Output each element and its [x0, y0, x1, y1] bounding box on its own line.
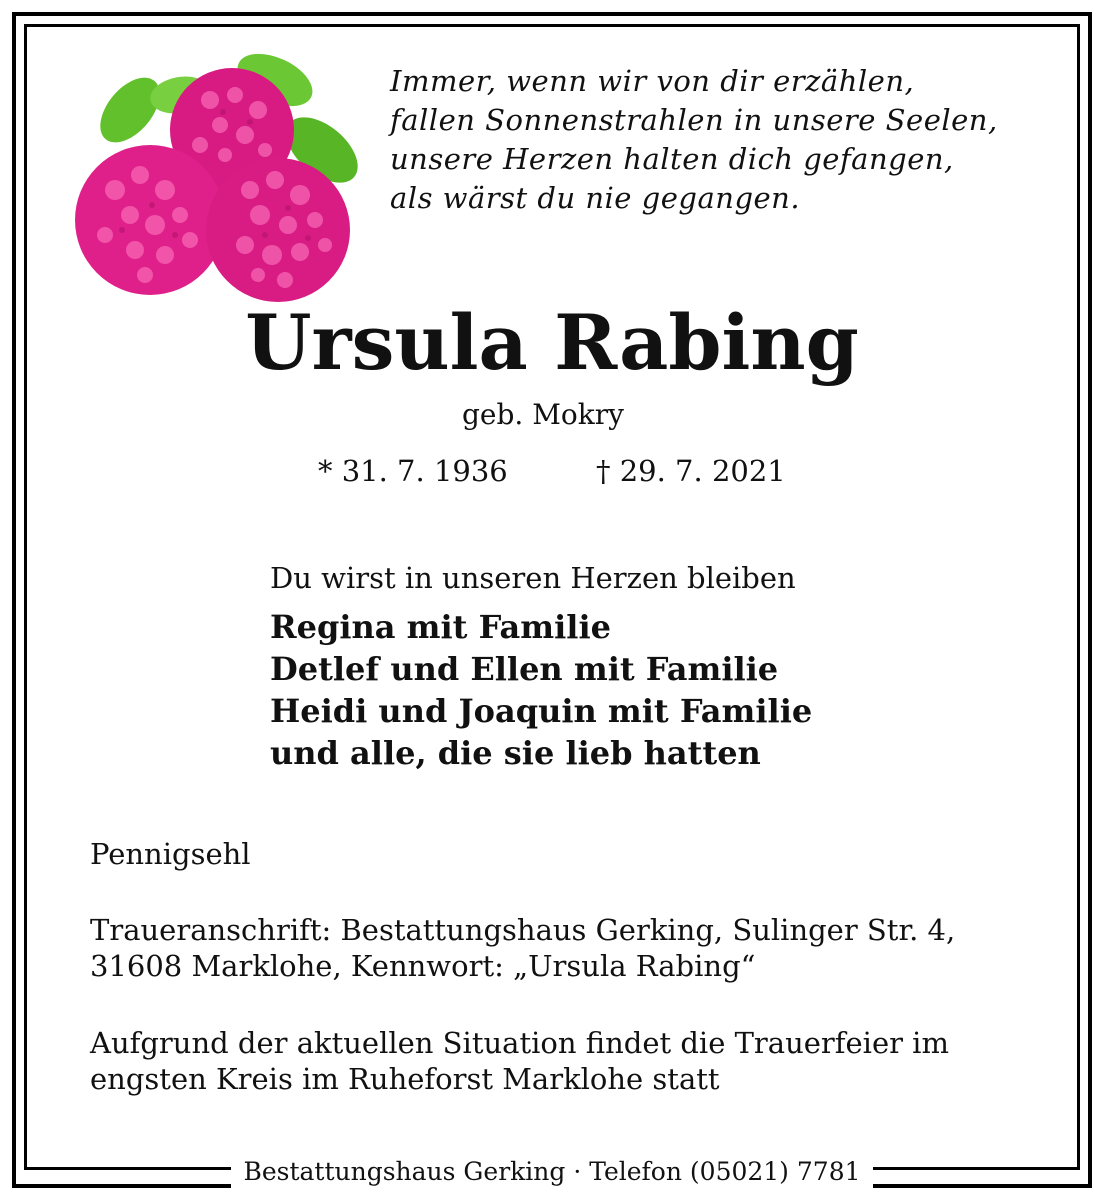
poem-line: als wärst du nie gegangen. — [390, 181, 801, 215]
poem-line: Immer, wenn wir von dir erzählen, — [390, 64, 915, 98]
deceased-name: Ursula Rabing — [245, 298, 859, 387]
funeral-notice — [90, 1025, 949, 1097]
hydrangea-flowers-image — [60, 40, 370, 310]
poem — [390, 62, 1070, 218]
mourning-address — [90, 912, 955, 984]
mourner-line: Detlef und Ellen mit Familie — [270, 650, 779, 688]
mourner-line: und alle, die sie lieb hatten — [270, 734, 761, 772]
birth-name: geb. Mokry — [462, 398, 624, 431]
death-date: † 29. 7. 2021 — [596, 454, 786, 488]
poem-line: fallen Sonnenstrahlen in unsere Seelen, — [390, 103, 998, 137]
notice-line: Aufgrund der aktuellen Situation findet die Trauerfeier im — [90, 1026, 949, 1060]
place: Pennigsehl — [90, 837, 251, 871]
mourners-intro: Du wirst in unseren Herzen bleiben — [270, 561, 796, 595]
notice-line: engsten Kreis im Ruheforst Marklohe statt — [90, 1062, 720, 1096]
birth-date: * 31. 7. 1936 — [318, 454, 508, 488]
mourners-list — [270, 606, 812, 774]
mourner-line: Regina mit Familie — [270, 608, 611, 646]
footer — [0, 1154, 1104, 1190]
address-line: 31608 Marklohe, Kennwort: „Ursula Rabing“ — [90, 949, 756, 983]
mourner-line: Heidi und Joaquin mit Familie — [270, 692, 813, 730]
address-line: Traueranschrift: Bestattungshaus Gerking, Sulinger Str. 4, — [90, 913, 956, 947]
footer-text: Bestattungshaus Gerking · Telefon (05021) 7781 — [231, 1154, 872, 1190]
poem-line: unsere Herzen halten dich gefangen, — [390, 142, 954, 176]
